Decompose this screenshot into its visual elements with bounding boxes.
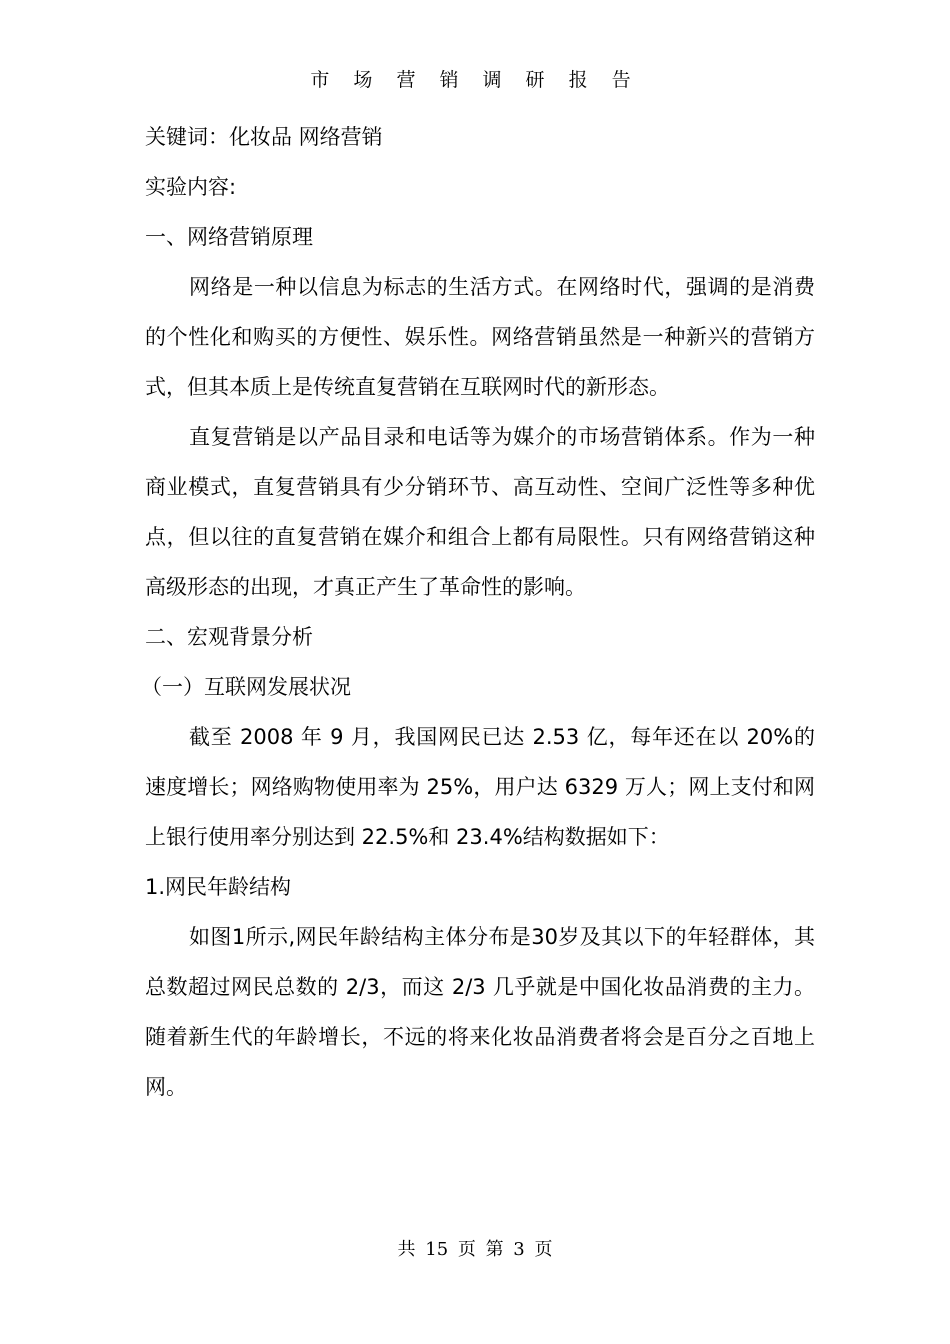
item-heading-age-structure: 1.网民年龄结构: [145, 875, 292, 899]
page-header: 市 场 营 销 调 研 报 告: [310, 69, 640, 91]
page-footer: 共 15 页 第 3 页: [397, 1239, 553, 1260]
paragraph-network-lifestyle: 网络是一种以信息为标志的生活方式。在网络时代，强调的是消费的个性化和购买的方便性、娱乐性。网络营销虽然是一种新兴的营销方式，但其本质上是传统直复营销在互联网时代的新形态。: [145, 275, 815, 399]
experiment-content-label: 实验内容:: [145, 175, 237, 199]
subsection-heading-internet-development: （一）互联网发展状况: [141, 675, 351, 699]
document-body: [141, 112, 815, 1112]
paragraph-internet-statistics: 截至 2008 年 9 月，我国网民已达 2.53 亿，每年还在以 20%的速度增长；网络购物使用率为 25%，用户达 6329 万人；网上支付和网上银行使用率分别达到 22.5%和 23.4%结构数据如下：: [145, 725, 815, 849]
section-heading-macro-background: 二、宏观背景分析: [145, 625, 313, 649]
paragraph-direct-marketing: 直复营销是以产品目录和电话等为媒介的市场营销体系。作为一种商业模式，直复营销具有少分销环节、高互动性、空间广泛性等多种优点，但以往的直复营销在媒介和组合上都有局限性。只有网络营销这种高级形态的出现，才真正产生了革命性的影响。: [145, 425, 815, 599]
keywords-line: 关键词：化妆品 网络营销: [145, 125, 383, 149]
section-heading-network-marketing-principle: 一、网络营销原理: [145, 225, 313, 249]
paragraph-age-structure: 如图1所示,网民年龄结构主体分布是30岁及其以下的年轻群体，其总数超过网民总数的 2/3，而这 2/3 几乎就是中国化妆品消费的主力。随着新生代的年龄增长，不远的将来化妆品消费者将会是百分之百地上网。: [145, 925, 815, 1099]
